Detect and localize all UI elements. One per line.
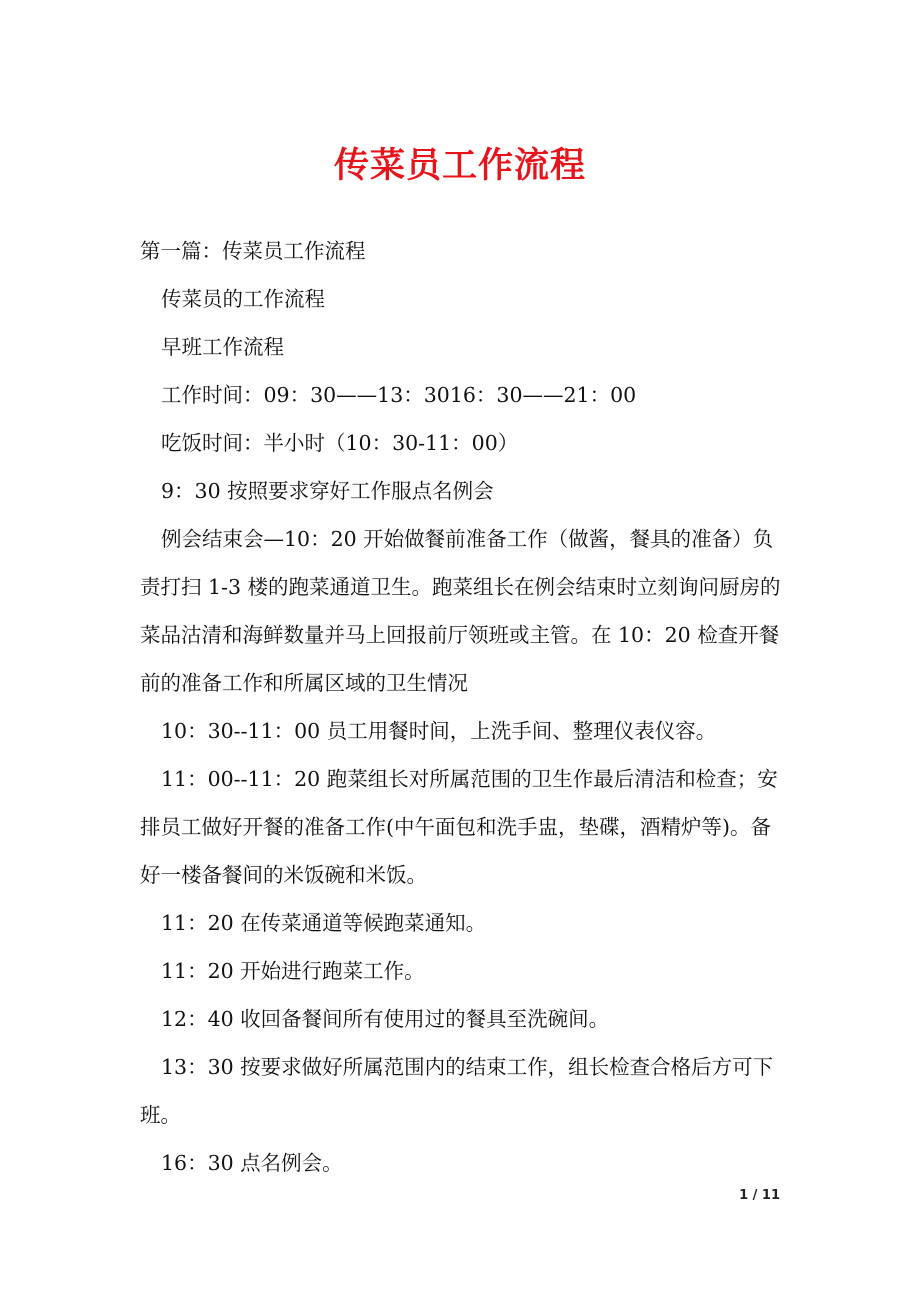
- paragraph-1120-wait: 11：20 在传菜通道等候跑菜通知。: [161, 911, 487, 935]
- document-title: 传菜员工作流程: [333, 145, 586, 186]
- paragraph-1330-close: 13：30 按要求做好所属范围内的结束工作，组长检查合格后方可下班。: [140, 1055, 774, 1127]
- paragraph-0930: 9：30 按照要求穿好工作服点名例会: [161, 479, 494, 503]
- paragraph-1630-meeting: 16：30 点名例会。: [161, 1151, 343, 1175]
- page-number: 1 / 11: [739, 1188, 780, 1203]
- paragraph-shift-title: 早班工作流程: [161, 335, 284, 359]
- paragraph-1030-meal: 10：30--11：00 员工用餐时间，上洗手间、整理仪表仪容。: [161, 719, 717, 743]
- document-body: [140, 227, 782, 1187]
- paragraph-meal-time: 吃饭时间：半小时（10：30-11：00）: [161, 431, 519, 455]
- paragraph-section-heading: 第一篇：传菜员工作流程: [140, 239, 366, 263]
- paragraph-subtitle: 传菜员的工作流程: [161, 287, 325, 311]
- paragraph-1100-check: 11：00--11：20 跑菜组长对所属范围的卫生作最后清洁和检查；安排员工做好开餐的准备工作(中午面包和洗手盅，垫碟，酒精炉等)。备好一楼备餐间的米饭碗和米饭。: [140, 767, 778, 887]
- paragraph-1020-prep: 例会结束会—10：20 开始做餐前准备工作（做酱，餐具的准备）负责打扫 1-3 楼的跑菜通道卫生。跑菜组长在例会结束时立刻询问厨房的菜品沽清和海鲜数量并马上回报前厅领班或主管。在 10：20 检查开餐前的准备工作和所属区域的卫生情况: [140, 527, 781, 695]
- paragraph-work-hours: 工作时间：09：30——13：3016：30——21：00: [161, 383, 637, 407]
- paragraph-1240-collect: 12：40 收回备餐间所有使用过的餐具至洗碗间。: [161, 1007, 610, 1031]
- paragraph-1120-start: 11：20 开始进行跑菜工作。: [161, 959, 425, 983]
